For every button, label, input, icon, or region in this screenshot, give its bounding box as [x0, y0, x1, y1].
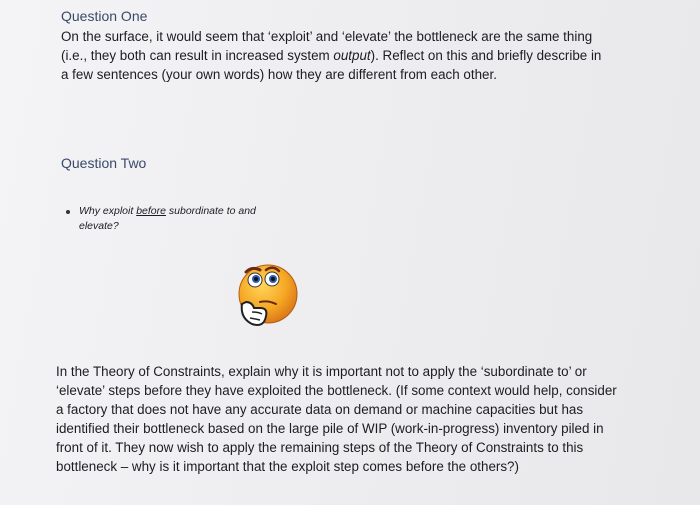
question-one-heading: Question One: [61, 8, 148, 24]
bullet-text-subordinate: subordinate to and: [165, 205, 256, 217]
question-two-heading: Question Two: [61, 155, 147, 171]
bullet-line-2: elevate?: [79, 220, 119, 232]
thinking-face-icon: [230, 258, 302, 336]
question-one-line-2: (i.e., they both can result in increased system output). Reflect on this and briefly describe in: [61, 48, 602, 63]
question-one-text: [61, 27, 651, 84]
question-two-text: [56, 362, 656, 476]
question-one-line-3: a few sentences (your own words) how they are different from each other.: [61, 67, 497, 82]
question-two-line-5: front of it. They now wish to apply the remaining steps of the Theory of Constraints to this: [56, 440, 584, 455]
question-two-line-4: identified their bottleneck based on the large pile of WIP (work-in-progress) inventory piled in: [56, 421, 604, 436]
question-two-line-2: ‘elevate’ steps before they have exploited the bottleneck. (If some context would help, consider: [56, 383, 617, 398]
bullet-text-exploit: exploit: [102, 205, 134, 217]
italic-output-word: output: [333, 48, 371, 63]
bullet-point: [66, 204, 256, 234]
bullet-dot-icon: [66, 210, 70, 214]
question-two-line-3: a factory that does not have any accurate data on demand or machine capacities but has: [56, 402, 584, 417]
question-two-line-6: bottleneck – why is it important that the exploit step comes before the others?): [56, 459, 519, 474]
bullet-line-1: [66, 204, 256, 219]
question-two-line-1: In the Theory of Constraints, explain why it is important not to apply the ‘subordinate to’ or: [56, 364, 587, 379]
question-one-line-1: On the surface, it would seem that ‘exploit’ and ‘elevate’ the bottleneck are the same thing: [61, 29, 593, 44]
bullet-text-why: Why: [79, 205, 103, 217]
bullet-text-before: before: [136, 205, 166, 217]
